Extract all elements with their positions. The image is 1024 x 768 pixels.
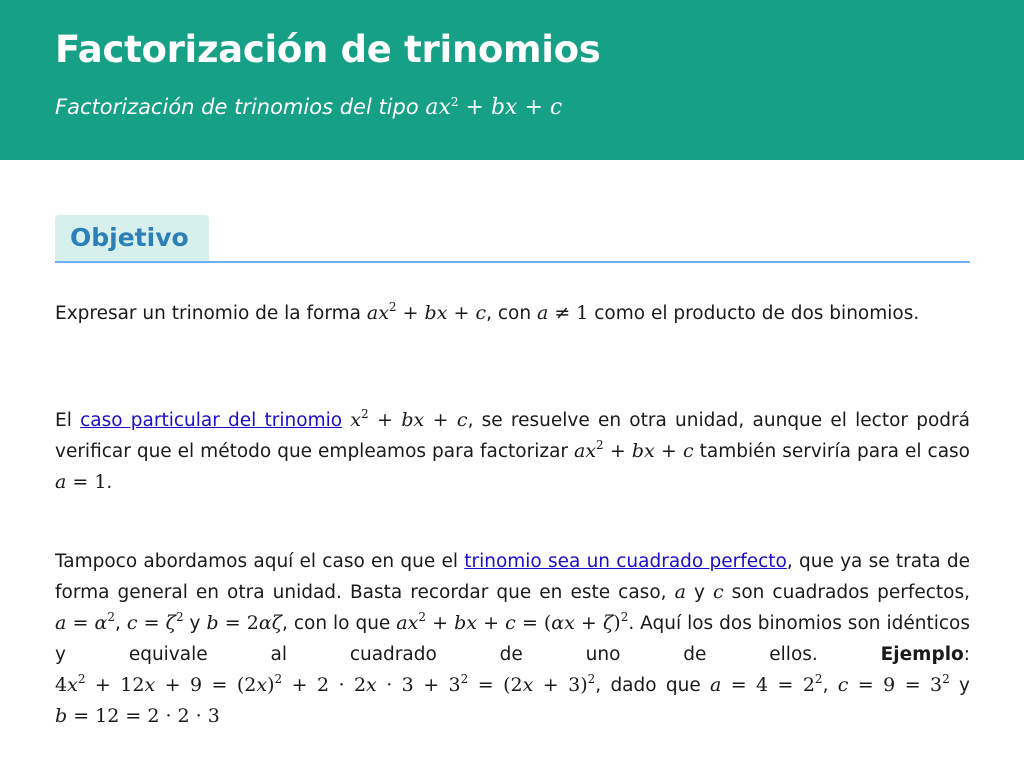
text: , se resuelve en otra unidad, aunque el lector podrá verificar que el método que empleamos para factorizar [55, 410, 970, 462]
text: , con lo que [282, 613, 397, 634]
formula: $ax^2$ + bx + c [366, 300, 487, 324]
section-heading-label: Objetivo [55, 215, 209, 261]
text: Expresar un trinomio de la forma [55, 303, 367, 324]
page-subtitle [55, 95, 562, 120]
formula: $c = \zeta^2$ [126, 610, 184, 634]
text: también serviría para el caso [693, 441, 970, 462]
text: . Aquí los dos binomios son idénticos y equivale al cuadrado de uno de ellos. [55, 613, 970, 665]
perfect-square-link[interactable]: trinomio sea un cuadrado perfecto [464, 551, 787, 572]
formula: b = 2αζ [206, 612, 283, 634]
formula: $x^2$ + bx + c [350, 407, 468, 431]
example-label: Ejemplo [880, 644, 964, 665]
formula: $c = 9 = 3^2$ [837, 672, 950, 696]
text: y [685, 582, 713, 603]
formula: $4 = 2^2$ [755, 672, 823, 696]
particular-case-link[interactable]: caso particular del trinomio [80, 410, 343, 431]
section-heading [55, 215, 970, 263]
text: y [183, 613, 207, 634]
text: son cuadrados perfectos, [723, 582, 970, 603]
formula: $ax^2$ + bx + c = [396, 610, 538, 634]
formula: a = [709, 674, 747, 696]
text: y [949, 675, 971, 696]
subtitle-text: Factorización de trinomios del tipo [55, 95, 426, 119]
formula: a ≠ 1 [536, 302, 589, 324]
formula: $a = \alpha^2$ [55, 610, 115, 634]
subtitle-formula: $ax^2$ + bx + c [425, 95, 563, 120]
formula: $(\alpha x + \zeta)^2$ [543, 610, 629, 634]
formula: b = 12 = 2 · 2 · 3 [55, 705, 220, 727]
text: , con [486, 303, 537, 324]
paragraph-particular-case: El caso particular del trinomio $x^2$ + bx + c, se resuelve en otra unidad, aunque el lector podrá verificar que el método que empleamos para factorizar $ax^2$ + bx + c también serviría para el caso a = 1. [55, 407, 970, 493]
formula: $4x^2 + 12x + 9 = (2x)^2 + 2 \cdot 2x \cdot 3 + 3^2 = (2x + 3)^2$ [55, 672, 596, 696]
formula: a [674, 581, 686, 603]
formula: c [712, 581, 724, 603]
page-header [0, 0, 1024, 160]
text: : [963, 644, 970, 665]
text: como el producto de dos binomios. [588, 303, 920, 324]
text: , dado que [595, 675, 710, 696]
text: , que ya se trata de forma general en otra unidad. Basta recordar que en este caso, [55, 551, 971, 603]
formula: a = 1 [55, 471, 107, 493]
paragraph-perfect-square: Tampoco abordamos aquí el caso en que el trinomio sea un cuadrado perfecto, que ya se trata de forma general en otra unidad. Basta recordar que en este caso, a y c son cuadrados perfectos, $a = \alpha^2$, $c = \zeta^2$ y b = 2αζ, con lo que $ax^2$ + bx + $c = (\alpha x + \zeta)^2$. Aquí los dos binomios son idénticos y equivale al cuadrado de uno de ellos. Ejemplo: $4x^2 + 12x + 9 = (2x)^2 + 2 \cdot 2x \cdot 3 + 3^2 = (2x + 3)^2$, dado que $a = 4 = 2^2$, $c = 9 = 3^2$ y b = 12 = 2 · 2 · 3 [55, 551, 971, 727]
text: Tampoco abordamos aquí el caso en que el [55, 551, 465, 572]
paragraph-objective [55, 298, 970, 329]
formula: $ax^2$ + bx + c [574, 438, 694, 462]
page-title: Factorización de trinomios [55, 28, 601, 71]
text: El [55, 410, 81, 431]
